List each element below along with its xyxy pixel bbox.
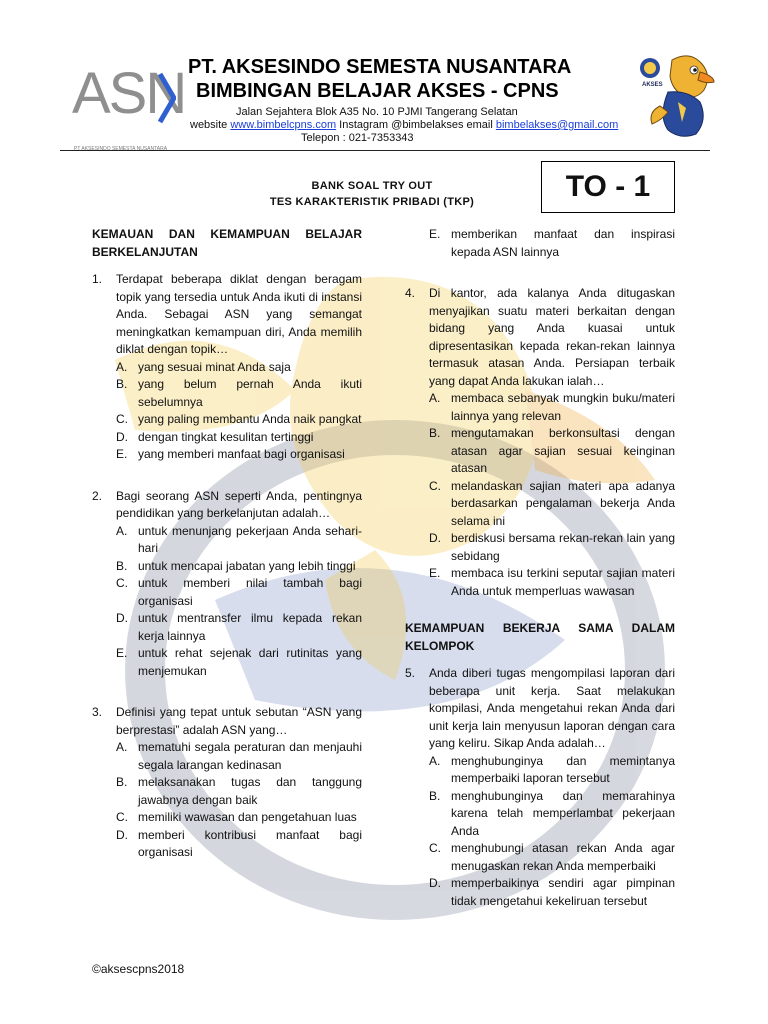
option-item: C. memiliki wawasan dan pengetahuan luas bbox=[116, 810, 357, 824]
company-address: Jalan Sejahtera Blok A35 No. 10 PJMI Tangerang Selatan bbox=[236, 106, 518, 118]
option-item: E. memberikan manfaat dan inspirasi kepada ASN lainnya bbox=[429, 227, 675, 259]
question-text: Definisi yang tepat untuk sebutan “ASN yang berprestasi” adalah ASN yang… bbox=[116, 705, 362, 737]
section-heading: KEMAMPUAN BEKERJA SAMA DALAM KELOMPOK bbox=[405, 621, 675, 653]
question-item bbox=[405, 665, 675, 910]
question-number: 2. bbox=[92, 488, 103, 503]
question-number: 1. bbox=[92, 272, 103, 286]
option-item: D. dengan tingkat kesulitan tertinggi bbox=[116, 429, 314, 444]
option-item: C. untuk memberi nilai tambah bagi organisasi bbox=[116, 576, 362, 608]
question-text: Anda diberi tugas mengompilasi laporan dari beberapa unit kerja. Saat melakukan kompilasi, Anda mengetahui rekan Anda dari unit kerja lain menyusun laporan dengan cara yang keliru. Sikap Anda adalah… bbox=[429, 666, 675, 750]
question-text: Terdapat beberapa diklat dengan beragam topik yang tersedia untuk Anda ikuti di instansi Anda. Sebagai ASN yang semangat meningkatkan kemampuan diri, Anda memilih diklat dengan topik… bbox=[116, 272, 362, 356]
option-item: D. memperbaikinya sendiri agar pimpinan tidak mengetahui kekeliruan tersebut bbox=[429, 876, 675, 908]
option-item: D. untuk mentransfer ilmu kepada rekan kerja lainnya bbox=[116, 611, 362, 643]
option-item: A. membaca sebanyak mungkin buku/materi lainnya yang relevan bbox=[429, 391, 675, 423]
option-item: B. mengutamakan berkonsultasi dengan atasan agar sajian sesuai keinginan atasan bbox=[429, 426, 675, 475]
option-item: D. berdiskusi bersama rekan-rekan lain yang sebidang bbox=[429, 531, 675, 563]
question-number: 4. bbox=[405, 286, 416, 300]
question-text: Bagi seorang ASN seperti Anda, pentingnya pendidikan yang berkelanjutan adalah… bbox=[116, 488, 362, 520]
copyright-footer: ©aksescpns2018 bbox=[92, 962, 185, 976]
logo-subtext: PT AKSESINDO SEMESTA NUSANTARA bbox=[74, 146, 168, 152]
option-item: A. menghubunginya dan memintanya memperbaiki laporan tersebut bbox=[429, 753, 675, 785]
company-tagline: BIMBINGAN BELAJAR AKSES - CPNS bbox=[196, 80, 559, 102]
option-item: C. yang paling membantu Anda naik pangkat bbox=[116, 412, 362, 426]
section-heading: KEMAUAN DAN KEMAMPUAN BELAJAR BERKELANJUTAN bbox=[92, 227, 362, 259]
mascot-bird-icon bbox=[638, 46, 716, 142]
answer-options bbox=[116, 359, 362, 464]
option-item: B. menghubunginya dan memarahinya karena telah memperlambat pekerjaan Anda bbox=[429, 788, 675, 838]
letterhead bbox=[60, 46, 710, 150]
option-item: B. melaksanakan tugas dan tanggung jawabnya dengan baik bbox=[116, 775, 362, 807]
option-item: A. yang sesuai minat Anda saja bbox=[116, 359, 291, 374]
option-item: C. melandaskan sajian materi apa adanya berdasarkan pengalaman bekerja Anda selama ini bbox=[429, 478, 675, 528]
question-text: Di kantor, ada kalanya Anda ditugaskan menyajikan suatu materi berkaitan dengan bidang yang Anda kuasai untuk dipresentasikan kepada rekan-rekan lainnya termasuk atasan Anda. Persiapan terbaik yang dapat Anda lakukan ialah… bbox=[429, 286, 675, 388]
website-link[interactable]: www.bimbelcpns.com bbox=[230, 119, 337, 131]
right-column bbox=[405, 226, 675, 910]
question-item bbox=[92, 271, 362, 464]
question-item bbox=[92, 488, 362, 681]
option-item: A. mematuhi segala peraturan dan menjauhi segala larangan kedinasan bbox=[116, 740, 362, 772]
asn-logo: ASN PT AKSESINDO SEMESTA NUSANTARA bbox=[72, 61, 186, 152]
question-number: 5. bbox=[405, 666, 416, 680]
answer-options bbox=[429, 753, 675, 911]
answer-options bbox=[116, 739, 362, 862]
chevron-logo-icon bbox=[158, 70, 176, 126]
option-item: E. untuk rehat sejenak dari rutinitas yang menjemukan bbox=[116, 646, 362, 678]
phone-number: Telepon : 021-7353343 bbox=[301, 132, 414, 144]
question-item bbox=[92, 704, 362, 862]
mascot-badge: AKSES bbox=[642, 82, 663, 88]
option-item: E. yang memberi manfaat bagi organisasi bbox=[116, 447, 345, 461]
contact-line: website www.bimbelcpns.com Instagram @bimbelakses email bimbelakses@gmail.com bbox=[190, 119, 619, 131]
option-item: C. menghubungi atasan rekan Anda agar menugaskan rekan Anda memperbaiki bbox=[429, 841, 675, 873]
question-item bbox=[405, 285, 675, 600]
option-item: D. memberi kontribusi manfaat bagi organisasi bbox=[116, 827, 362, 859]
option-item: A. untuk menunjang pekerjaan Anda sehari-hari bbox=[116, 523, 362, 555]
option-item: B. untuk mencapai jabatan yang lebih tinggi bbox=[116, 558, 356, 573]
left-column bbox=[92, 226, 362, 862]
email-link[interactable]: bimbelakses@gmail.com bbox=[495, 119, 619, 131]
answer-options bbox=[116, 523, 362, 681]
document-title: BANK SOAL TRY OUT TES KARAKTERISTIK PRIBADI (TKP) bbox=[269, 180, 475, 208]
company-name: PT. AKSESINDO SEMESTA NUSANTARA bbox=[188, 56, 572, 78]
header-divider bbox=[60, 150, 710, 151]
answer-options bbox=[429, 390, 675, 600]
option-item: E. membaca isu terkini seputar sajian materi Anda untuk memperluas wawasan bbox=[429, 566, 675, 598]
tryout-badge: TO - 1 bbox=[541, 161, 675, 213]
question-number: 3. bbox=[92, 705, 103, 719]
option-item: B. yang belum pernah Anda ikuti sebelumnya bbox=[116, 377, 362, 409]
carry-over-option bbox=[429, 226, 675, 261]
